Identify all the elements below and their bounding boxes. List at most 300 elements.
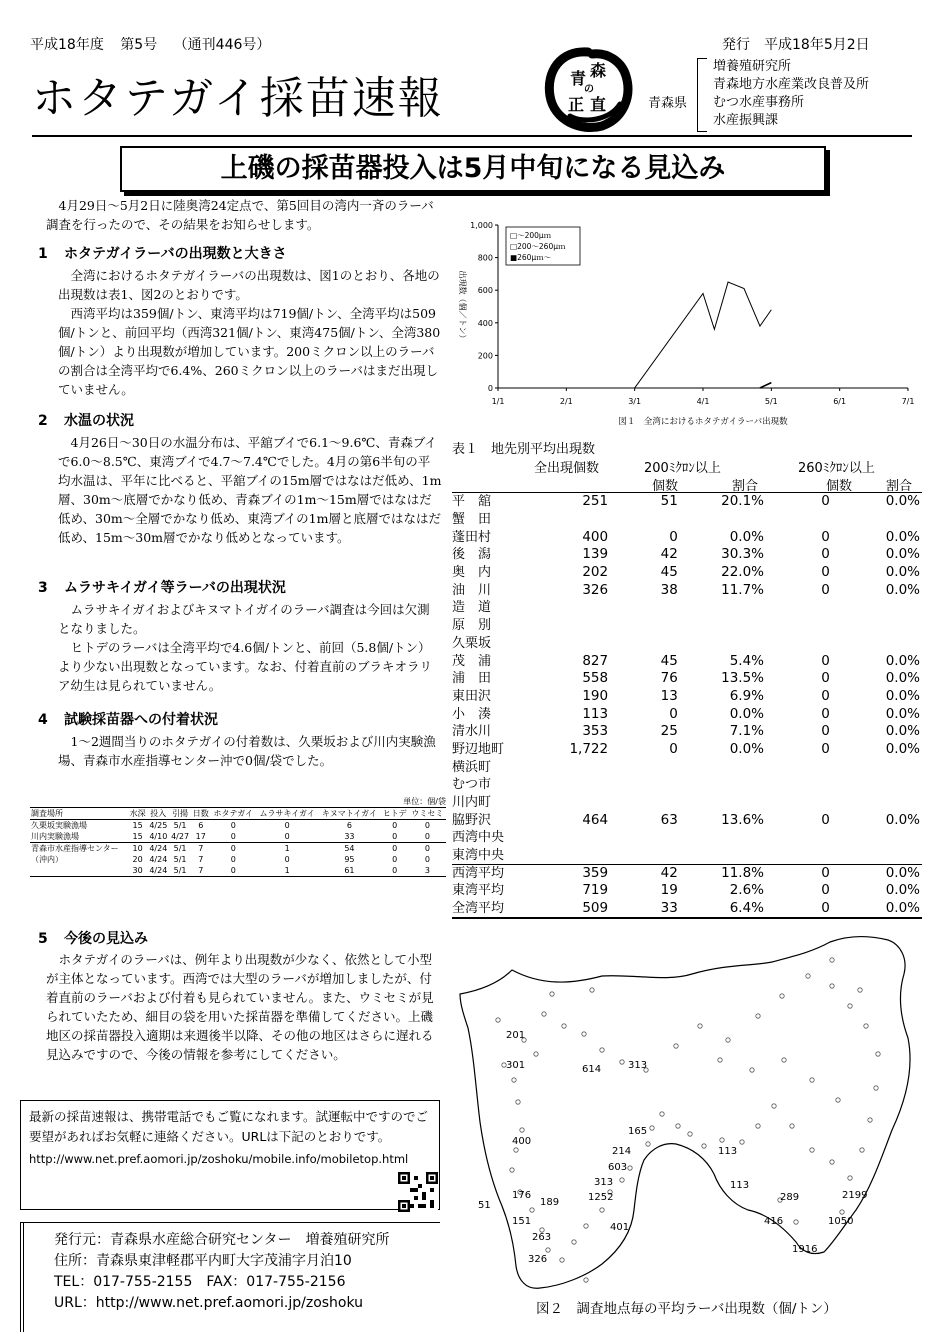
x-tick-label: 3/1 [628,397,642,406]
station-marker [572,1240,576,1244]
location-cell: 東田沢 [452,688,492,704]
station-marker [848,1004,852,1008]
value-cell: 0 [821,564,830,581]
table-row [452,847,922,865]
value-cell: 359 [582,865,609,882]
attach-cell: 5/1 [173,855,187,864]
attach-cell: 0 [381,865,409,877]
value-cell [516,829,615,847]
section-1-body [58,266,442,399]
value-cell [842,758,922,776]
svg-text:直: 直 [590,95,607,114]
attach-cell: 0 [424,821,430,830]
value-cell [768,635,842,653]
location-cell: 久栗坂 [452,635,492,651]
mobile-url-link[interactable]: http://www.net.pref.aomori.jp/zoshoku/mobile.info/mobiletop.html [29,1152,409,1166]
station-marker [772,1104,776,1108]
attach-cell: 6 [198,821,204,830]
x-tick-label: 1/1 [491,397,505,406]
value-cell [682,758,768,776]
station-marker [830,984,834,988]
attach-cell: 0 [392,855,398,864]
table-row [452,741,922,759]
attach-cell: 0 [230,855,236,864]
table-1-grid [452,493,922,919]
location-cell: 後 潟 [452,547,492,563]
station-value-label: 1252 [588,1192,614,1203]
svg-text:正: 正 [568,95,585,114]
value-cell [682,776,768,794]
header-rule [32,135,912,137]
attach-cell: （沖内） [31,855,63,864]
station-marker [756,1014,760,1018]
issuer-url-link[interactable]: URL：http://www.net.pref.aomori.jp/zoshoku [54,1295,364,1311]
attach-cell: 17 [195,832,206,841]
legend-entry: ■260μｍ～ [510,253,552,262]
value-cell: 45 [660,652,678,669]
value-cell [614,511,682,529]
location-cell: 原 別 [452,618,492,634]
value-cell: 0 [821,723,830,740]
value-cell: 11.8% [721,865,765,882]
table-row [452,705,922,723]
chart-svg [448,210,918,432]
table-row [452,670,922,688]
table-row [452,599,922,617]
attach-cell: 54 [318,843,380,855]
value-cell: 326 [582,581,609,598]
station-marker [718,1058,722,1062]
table-row [452,511,922,529]
station-value-label: 313 [628,1060,648,1071]
attach-header-cell: 投入 [147,808,169,820]
station-value-label: 151 [512,1216,532,1227]
headline-box: 上磯の採苗器投入は5月中旬になる見込み [120,146,826,192]
station-marker [600,1208,604,1212]
value-cell: 76 [660,670,678,687]
section-2-body [58,433,442,547]
station-marker [840,1210,844,1214]
station-marker [582,1032,586,1036]
section-4-heading: 4 試験採苗器への付着状況 [38,712,218,728]
station-value-label: 214 [612,1146,632,1157]
value-cell [682,617,768,635]
section-4-body [58,732,442,770]
value-cell: 0.0% [885,493,920,510]
attach-cell: 10 [128,843,148,855]
attach-cell: 0 [230,832,236,841]
attach-cell: 6 [346,821,352,830]
value-cell [682,794,768,812]
series-line [760,383,771,388]
attach-cell: 61 [318,865,380,877]
value-cell [842,829,922,847]
org-item: 増養殖研究所 [713,59,792,74]
attach-cell: 0 [211,843,256,855]
station-marker [868,1118,872,1122]
location-cell: 全湾平均 [452,900,505,916]
location-cell: 清水川 [452,724,492,740]
attach-cell: 5/1 [169,865,191,877]
value-cell: 190 [582,687,609,704]
legend-entry: □200～260μｍ [510,242,566,251]
value-cell: 113 [582,705,609,722]
table-row [452,900,922,918]
value-cell [842,794,922,812]
map-svg [452,930,926,1300]
table-row [30,865,446,877]
location-cell: 蟹 田 [452,512,492,528]
station-marker [688,1132,692,1136]
location-cell: むつ市 [452,777,492,793]
attach-cell: 0 [392,821,398,830]
y-tick-label: 600 [477,286,493,296]
station-marker [600,1048,604,1052]
value-cell: 0 [821,546,830,563]
value-cell [768,617,842,635]
station-marker [864,1024,868,1028]
col-header-count: 個数 [826,479,853,494]
table-row [452,688,922,706]
svg-text:森: 森 [590,61,607,80]
value-cell: 13.5% [721,670,765,687]
attach-header-cell: ウミセミ [409,808,446,820]
value-cell [614,794,682,812]
map-labels [478,1030,867,1265]
station-marker [560,1258,564,1262]
section-5-body [46,950,442,1064]
station-marker [584,1278,588,1282]
value-cell: 827 [582,652,609,669]
y-tick-label: 1,000 [470,221,493,230]
attach-header-cell: キヌマトイガイ [318,808,380,820]
x-tick-label: 2/1 [559,397,573,406]
table-row [452,794,922,812]
station-marker [782,1058,786,1062]
station-marker [590,988,594,992]
location-cell: 奥 内 [452,565,492,581]
attach-cell: 7 [191,865,211,877]
col-header-total: 全出現個数 [534,461,600,476]
attach-cell: 95 [344,855,355,864]
attach-cell: 0 [392,832,398,841]
attachment-unit: 単位：個/袋 [403,797,446,806]
value-cell: 2.6% [729,882,765,899]
value-cell: 719 [582,882,609,899]
station-marker [512,1078,516,1082]
attach-cell: 4/27 [171,832,190,841]
station-marker [534,1052,538,1056]
org-item: むつ水産事務所 [713,95,805,110]
series-line [635,282,772,388]
station-marker [790,1124,794,1128]
attach-cell: 4/24 [149,855,168,864]
table-row [452,564,922,582]
issue-serial: （通刊446号） [173,37,271,53]
value-cell [614,599,682,617]
attach-cell: 4/24 [149,844,168,853]
station-value-label: 1916 [792,1244,818,1255]
station-marker [562,1024,566,1028]
table-row [30,854,446,865]
location-cell: 東湾平均 [452,883,505,899]
value-cell [682,511,768,529]
value-cell: 0 [821,581,830,598]
organization-list [713,58,869,130]
station-marker [810,1078,814,1082]
attach-cell: 7 [198,855,204,864]
mobile-text: 最新の採苗速報は、携帯電話でもご覧になれます。試運転中ですのでご要望があればお気軽に連絡ください。URLは下記のとおりです。 [29,1109,429,1144]
value-cell: 0.0% [885,723,920,740]
value-cell [768,776,842,794]
station-marker [726,1038,730,1042]
legend-entry: □～200μｍ [510,231,552,240]
value-cell [682,847,768,865]
y-tick-label: 0 [487,384,493,393]
bay-outline [460,937,910,1289]
table-row [30,843,446,855]
attachment-table [30,796,446,877]
attach-cell: 0 [424,855,430,864]
col-header-260: 260ﾐｸﾛﾝ以上 [798,461,875,476]
station-marker [646,1142,650,1146]
table-row [452,882,922,900]
station-value-label: 401 [610,1222,630,1233]
station-value-label: 189 [540,1197,560,1208]
value-cell [516,758,615,776]
issue-year: 平成18年度 [30,37,104,53]
station-value-label: 165 [628,1126,648,1137]
value-cell [682,829,768,847]
value-cell: 509 [582,899,609,916]
table-row [452,776,922,794]
value-cell: 42 [660,546,678,563]
value-cell: 6.4% [729,899,765,916]
station-marker [858,988,862,992]
paragraph: ヒトデのラーバは全湾平均で4.6個/トンと、前回（5.8個/トン）より少ない出現数となっています。なお、付着直前のブラキオラリア幼生は見られていません。 [58,640,433,693]
attach-cell: 15 [132,821,143,830]
value-cell: 0 [669,705,678,722]
value-cell [516,776,615,794]
location-cell: 造 道 [452,600,492,616]
value-cell: 42 [660,865,678,882]
attach-cell: 33 [344,832,355,841]
prefecture-label: 青森県 [648,96,688,111]
svg-text:青: 青 [570,69,587,88]
table-row [30,831,446,843]
attach-header-cell: 水深 [129,809,146,818]
paragraph: 全湾におけるホタテガイラーバの出現数は、図1のとおり、各地の出現数は表1、図2のとおりです。 [58,268,440,302]
value-cell: 19 [660,882,678,899]
value-cell: 0.0% [885,740,920,757]
value-cell: 6.9% [729,687,765,704]
value-cell: 13.6% [721,811,765,828]
value-cell: 0 [821,740,830,757]
value-cell: 25 [660,723,678,740]
station-marker [860,1148,864,1152]
attach-cell: 1 [256,843,318,855]
station-value-label: 301 [506,1060,526,1071]
station-marker [794,1220,798,1224]
value-cell: 0 [669,740,678,757]
value-cell: 0.0% [729,705,765,722]
value-cell: 0.0% [885,546,920,563]
station-marker [514,1148,518,1152]
value-cell: 11.7% [721,581,765,598]
attach-cell: 0 [284,832,290,841]
value-cell [614,847,682,865]
chart-legend [506,227,580,265]
attach-header-cell: ヒトデ [381,808,409,820]
value-cell: 0.0% [885,865,920,882]
value-cell: 30.3% [721,546,765,563]
attach-header-cell: 日数 [192,809,209,818]
org-item: 青森地方水産業改良普及所 [713,77,870,92]
station-value-label: 113 [730,1180,750,1191]
section-1-heading: 1 ホタテガイラーバの出現数と大きさ [38,246,287,262]
table-row [452,829,922,847]
value-cell: 0 [821,882,830,899]
table-row [452,546,922,564]
map-dots [496,958,880,1282]
location-cell: 浦 田 [452,671,492,687]
station-value-label: 263 [532,1232,552,1243]
station-marker [510,1168,514,1172]
section-2-heading: 2 水温の状況 [38,413,134,429]
svg-text:の: の [584,84,594,95]
value-cell: 0.0% [885,811,920,828]
value-cell [614,617,682,635]
location-cell: 西湾平均 [452,866,505,882]
value-cell: 0.0% [885,705,920,722]
location-cell: 油 川 [452,582,492,598]
value-cell: 0 [821,652,830,669]
col-header-count: 個数 [652,479,679,494]
station-value-label: 313 [594,1177,614,1188]
table-header-row [30,808,446,820]
attach-cell: 5/1 [169,843,191,855]
table-row [452,811,922,829]
station-value-label: 326 [528,1254,548,1265]
paragraph: ムラサキイガイおよびキヌマトイガイのラーバ調査は今回は欠測となりました。 [58,602,430,636]
station-marker [848,1176,852,1180]
station-value-label: 400 [512,1136,532,1147]
value-cell: 0 [821,687,830,704]
value-cell [516,511,615,529]
value-cell [768,511,842,529]
y-axis-label: 出現数（個／トン） [458,270,467,343]
station-value-label: 1050 [828,1216,854,1227]
station-marker [756,1124,760,1128]
chart-caption: 図１ 全湾におけるホタテガイラーバ出現数 [618,417,788,427]
location-cell: 蓬田村 [452,529,492,545]
value-cell [842,599,922,617]
value-cell [842,847,922,865]
station-value-label: 113 [718,1146,738,1157]
location-cell: 東湾中央 [452,847,505,863]
table-row [452,652,922,670]
value-cell [516,599,615,617]
table-row [452,723,922,741]
attachment-table-grid [30,807,446,877]
section-5-heading: 5 今後の見込み [38,931,148,947]
chart-lines [635,282,772,388]
table-row [452,581,922,599]
value-cell: 353 [582,723,609,740]
value-cell: 0.0% [885,581,920,598]
location-cell: 茂 浦 [452,653,492,669]
value-cell: 0 [821,528,830,545]
value-cell: 0 [821,865,830,882]
value-cell [614,776,682,794]
station-marker [620,1178,624,1182]
location-cell: 横浜町 [452,759,492,775]
attach-cell: 青森市水産指導センター [30,843,128,855]
station-value-label: 176 [512,1190,532,1201]
station-marker [698,1024,702,1028]
value-cell: 20.1% [721,493,765,510]
value-cell [516,635,615,653]
value-cell [768,794,842,812]
value-cell [516,794,615,812]
value-cell: 202 [582,564,609,581]
value-cell [768,829,842,847]
attach-header-cell: 調査場所 [30,808,128,820]
issuer-address: 住所：青森県東津軽郡平内町大字茂浦字月泊10 [54,1253,352,1269]
station-marker [780,994,784,998]
paragraph: ホタテガイのラーバは、例年より出現数が少なく、依然として小型が主体となっています。西湾では大型のラーバが増加しましたが、付着直前のラーバおよび付着も見られていません。また、ウミセミが見られていたため、細目の袋を用いた採苗器を準備してください。上磯地区の採苗器投入適期は来週後半以降、その他の地区はさらに遅れる見込みですので、今後の情報を参考にしてください。 [46,952,434,1062]
attach-cell: 0 [284,855,290,864]
paragraph: 4月26日～30日の水温分布は、平舘ブイで6.1～9.6℃、青森ブイで6.0～8.5℃、東湾ブイで4.7～7.4℃でした。4月の第6半旬の平均水温は、平年に比べると、平舘ブイの15m層ではなはだ低め、1m層、30m～底層でかなり低め、青森ブイの1m～15m層ではなはだ低め、30m～全層でかなり低め、東湾ブイの1m層と底層ではなはだ低め、15m～30m層でかなり低めとなっています。 [58,435,442,545]
y-tick-label: 800 [477,253,493,263]
table-1-header-1 [452,457,922,475]
value-cell [614,635,682,653]
station-marker [830,1160,834,1164]
table-row [452,864,922,882]
org-bracket [697,58,707,132]
table-1-header-2 [452,475,922,493]
value-cell [614,758,682,776]
larva-chart [448,210,918,432]
attach-cell: 0 [381,843,409,855]
seal-logo [540,46,636,134]
qr-code-icon [398,1172,438,1212]
value-cell: 0 [821,493,830,510]
value-cell: 33 [660,899,678,916]
value-cell [768,599,842,617]
paragraph: 1～2週間当りのホタテガイの付着数は、久栗坂および川内実験漁場、青森市水産指導センター沖で0個/袋でした。 [58,734,436,768]
station-value-label: 416 [764,1216,784,1227]
value-cell: 0 [669,528,678,545]
issue-number: 第5号 [120,37,158,53]
value-cell: 38 [660,581,678,598]
issue-info [30,34,282,54]
location-cell: 西湾中央 [452,830,505,846]
col-header-200: 200ﾐｸﾛﾝ以上 [644,461,721,476]
value-cell: 0.0% [885,882,920,899]
value-cell: 5.4% [729,652,765,669]
value-cell: 22.0% [721,564,765,581]
value-cell [516,847,615,865]
table-1-title: 表１ 地先別平均出現数 [452,442,596,457]
value-cell: 0.0% [885,687,920,704]
y-tick-label: 400 [477,318,493,328]
station-marker [546,1248,550,1252]
station-marker [584,1224,588,1228]
value-cell [614,829,682,847]
attach-cell: 30 [128,865,148,877]
table-row [452,493,922,511]
